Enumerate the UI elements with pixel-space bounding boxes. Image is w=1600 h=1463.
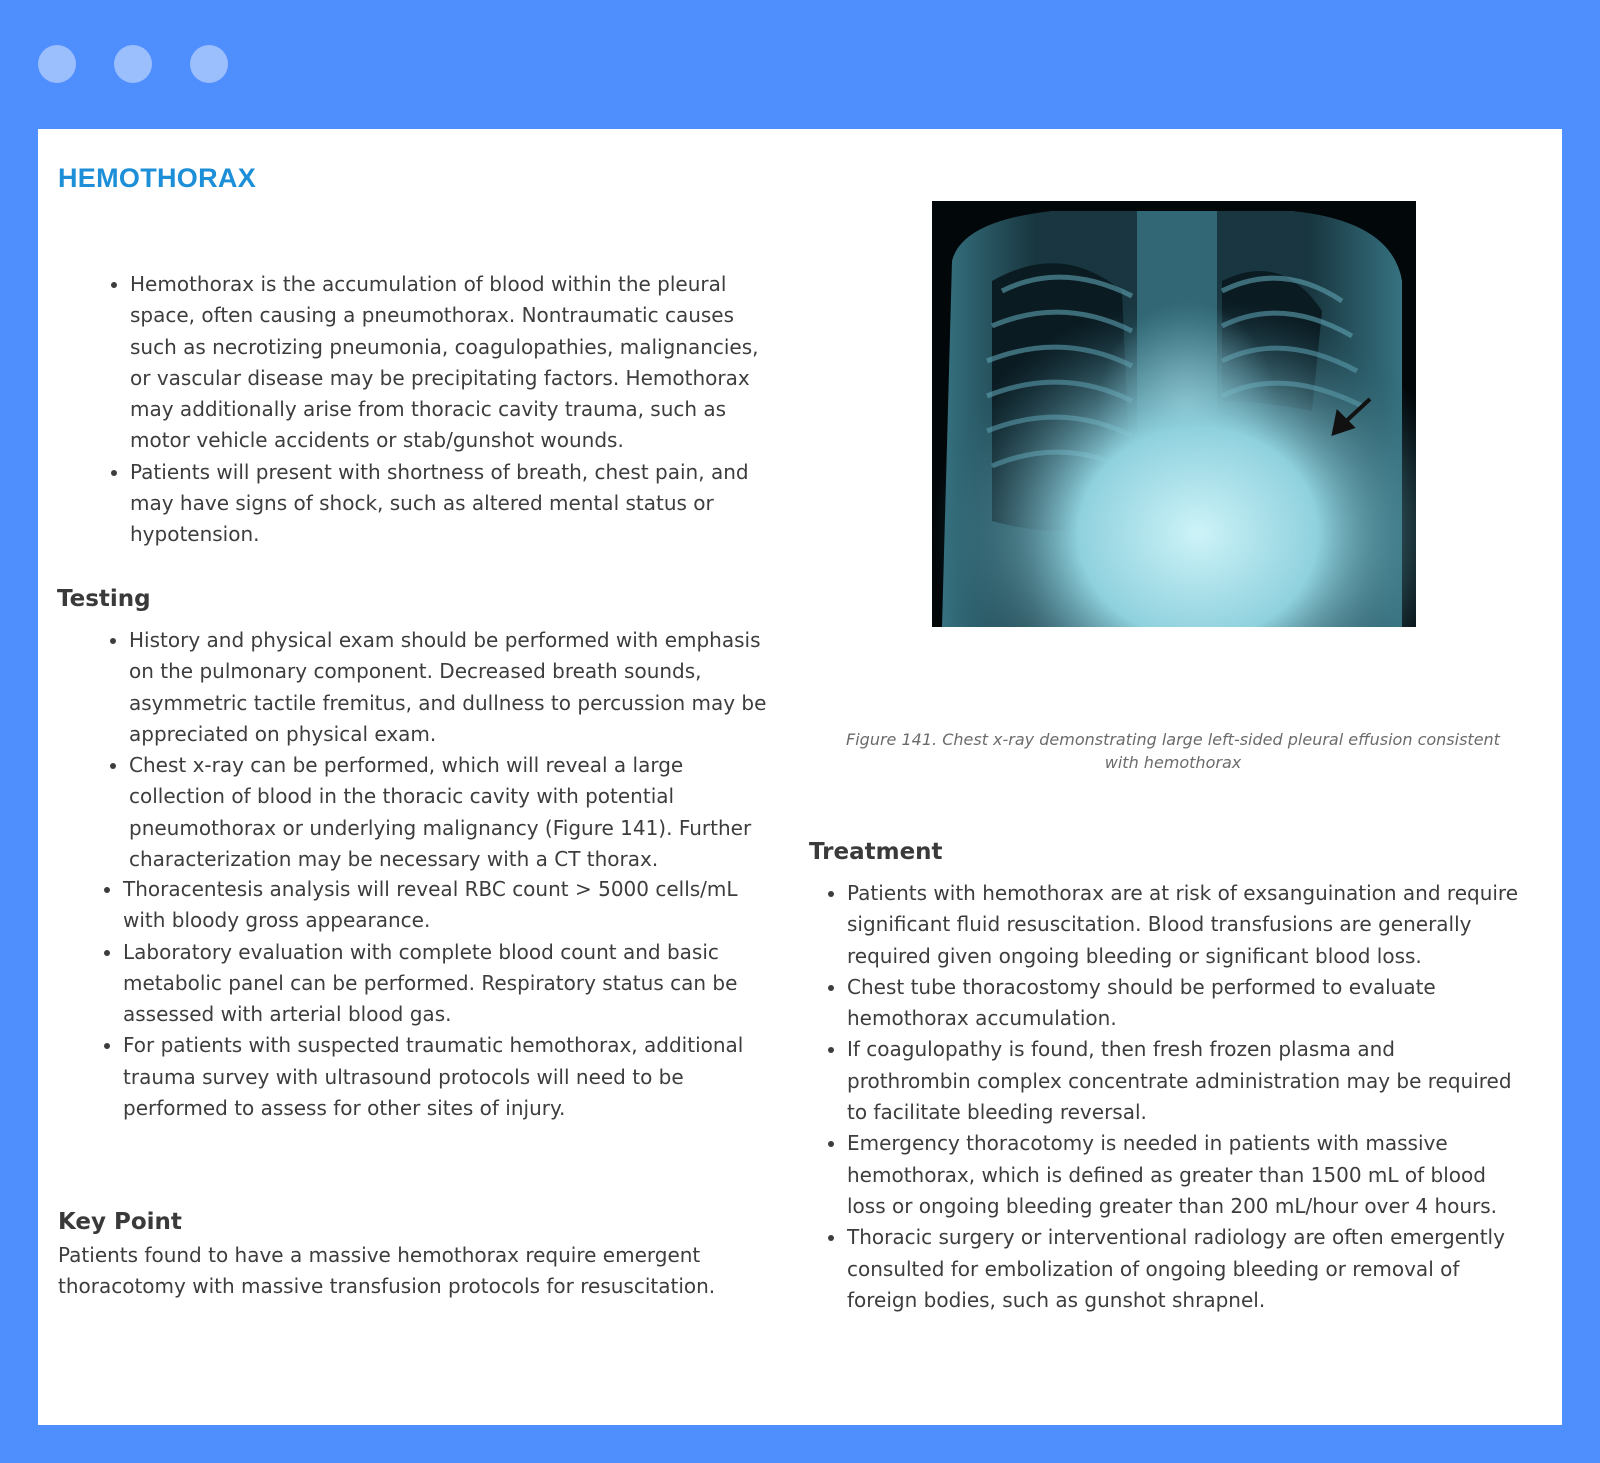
intro-list <box>96 269 766 551</box>
list-item: • Patients with hemothorax are at risk of exsanguination and require significant fluid resuscitation. Blood transfusions are generally required given ongoing bleeding or significant blood loss. <box>847 878 1518 972</box>
intro-section <box>96 269 766 551</box>
page-title: HEMOTHORAX <box>58 163 256 193</box>
list-item: • Thoracentesis analysis will reveal RBC count > 5000 cells/mL with bloody gross appearance. <box>123 874 754 937</box>
testing-list <box>95 625 767 875</box>
treatment-heading: Treatment <box>809 839 943 865</box>
testing-section <box>95 625 767 875</box>
window-dot-3[interactable] <box>190 45 228 83</box>
figure-caption: Figure 141. Chest x-ray demonstrating large left-sided pleural effusion consistent with hemothorax <box>846 730 1500 772</box>
window-dot-2[interactable] <box>114 45 152 83</box>
list-item: • Chest x-ray can be performed, which will reveal a large collection of blood in the thoracic cavity with potential pneumothorax or underlying malignancy (Figure 141). Further characterization may be necessary with a CT thorax. <box>129 750 767 875</box>
document-page <box>38 129 1562 1425</box>
list-item: • If coagulopathy is found, then fresh frozen plasma and prothrombin complex concentrate administration may be required to facilitate bleeding reversal. <box>847 1034 1518 1128</box>
list-item: • Emergency thoracotomy is needed in patients with massive hemothorax, which is defined as greater than 1500 mL of blood loss or ongoing bleeding greater than 200 mL/hour over 4 hours. <box>847 1128 1518 1222</box>
testing-section-continued <box>89 874 754 1124</box>
treatment-section <box>813 878 1518 1316</box>
keypoint-text: Patients found to have a massive hemothorax require emergent thoracotomy with massive transfusion protocols for resuscitation. <box>58 1243 716 1299</box>
list-item: • Thoracic surgery or interventional radiology are often emergently consulted for embolization of ongoing bleeding or removal of foreign bodies, such as gunshot shrapnel. <box>847 1222 1518 1316</box>
chest-xray-image <box>932 201 1416 627</box>
list-item: • Chest tube thoracostomy should be performed to evaluate hemothorax accumulation. <box>847 972 1518 1035</box>
list-item: • For patients with suspected traumatic hemothorax, additional trauma survey with ultrasound protocols will need to be performed to assess for other sites of injury. <box>123 1030 754 1124</box>
list-item: • Patients will present with shortness of breath, chest pain, and may have signs of shock, such as altered mental status or hypotension. <box>130 457 766 551</box>
testing-list-continued <box>89 874 754 1124</box>
chest-xray-illustration <box>932 201 1416 627</box>
window-dot-1[interactable] <box>38 45 76 83</box>
list-item: • Hemothorax is the accumulation of blood within the pleural space, often causing a pneumothorax. Nontraumatic causes such as necrotizing pneumonia, coagulopathies, malignancies, or vascular disease may be precipitating factors. Hemothorax may additionally arise from thoracic cavity trauma, such as motor vehicle accidents or stab/gunshot wounds. <box>130 269 766 457</box>
list-item: • Laboratory evaluation with complete blood count and basic metabolic panel can be performed. Respiratory status can be assessed with arterial blood gas. <box>123 937 754 1031</box>
list-item: • History and physical exam should be performed with emphasis on the pulmonary component. Decreased breath sounds, asymmetric tactile fremitus, and dullness to percussion may be appreciated on physical exam. <box>129 625 767 750</box>
keypoint-heading: Key Point <box>58 1209 182 1235</box>
treatment-list <box>813 878 1518 1316</box>
testing-heading: Testing <box>57 586 151 612</box>
